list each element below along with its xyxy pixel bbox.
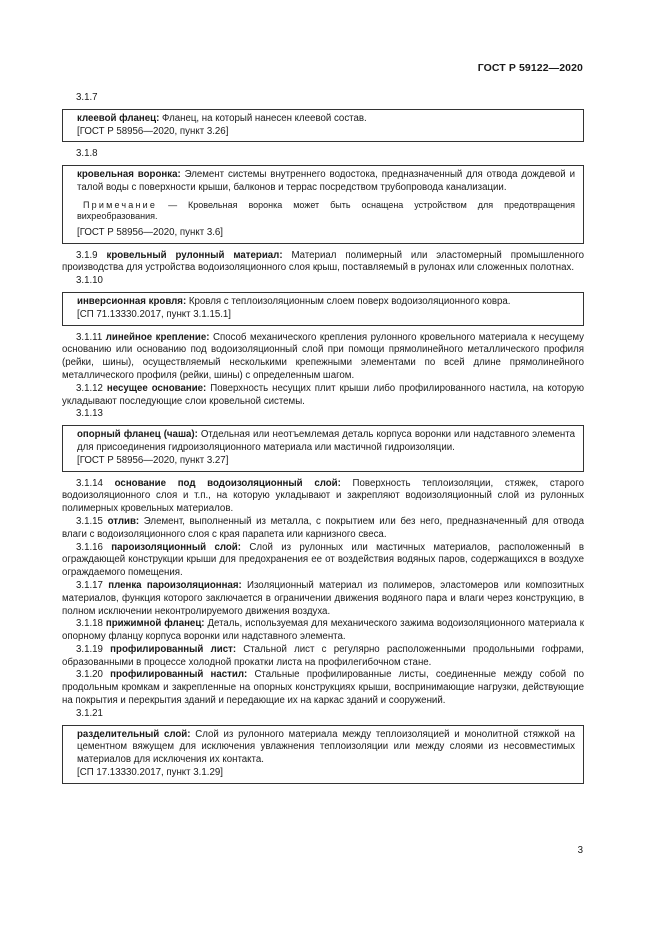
source-reference: [ГОСТ Р 58956—2020, пункт 3.27] — [77, 454, 229, 466]
term: прижимной фланец: — [105, 618, 205, 630]
source-reference: [СП 17.13330.2017, пункт 3.1.29] — [77, 767, 223, 779]
page-number: 3 — [577, 845, 583, 856]
term: инверсионная кровля: — [77, 295, 187, 307]
term: клеевой фланец: — [77, 112, 160, 124]
note-label: Примечание — [83, 199, 158, 210]
term: линейное крепление: — [105, 331, 210, 343]
term: пленка пароизоляционная: — [108, 579, 242, 591]
definition-paragraph — [62, 618, 584, 644]
entry-number: 3.1.14 — [76, 477, 103, 489]
definition-box — [62, 425, 584, 471]
note-text: — Кровельная воронка может быть оснащена устройством для предотвращения вихреобразования. — [77, 199, 575, 222]
definition-flow — [62, 250, 584, 276]
entry-number: 3.1.10 — [76, 275, 103, 287]
definition-text — [77, 429, 575, 455]
term: профилированный настил: — [110, 669, 248, 681]
definition-paragraph — [62, 580, 584, 618]
definition: Деталь, используемая для механического зажима водоизоляционного материала к опорному фланцу корпуса воронки или надставного элемента. — [62, 618, 584, 643]
definition-paragraph — [62, 332, 584, 383]
page-content — [62, 92, 584, 790]
definition-paragraph — [62, 250, 584, 276]
term: разделительный слой: — [77, 728, 191, 740]
source-reference: [СП 71.13330.2017, пункт 3.1.15.1] — [77, 308, 231, 320]
term: основание под водоизоляционный слой: — [114, 477, 341, 489]
term: кровельный рулонный материал: — [106, 249, 283, 261]
source-reference: [ГОСТ Р 58956—2020, пункт 3.6] — [77, 226, 223, 238]
entry-number: 3.1.7 — [76, 92, 98, 103]
definition: Изоляционный материал из полимеров, эластомеров или композитных материалов, функция которого заключается в ограничении движения водяного пара и влаги через конструкцию, в полном исключении неконтролируемого движения воздуха. — [62, 579, 584, 617]
definition-box — [62, 725, 584, 784]
definition-paragraph — [62, 669, 584, 707]
definition: Поверхность несущих плит крыши либо профилированного настила, на которую укладывают последующие слои кровельной системы. — [62, 382, 584, 407]
term: опорный фланец (чаша): — [77, 429, 198, 441]
definition-paragraph — [62, 478, 584, 516]
entry-number: 3.1.9 — [76, 249, 98, 261]
definition: Фланец, на который нанесен клеевой состав. — [159, 112, 367, 124]
definition: Кровля с теплоизоляционным слоем поверх водоизоляционного ковра. — [186, 295, 511, 307]
definition: Элемент системы внутреннего водостока, предназначенный для отвода дождевой и талой воды с поверхности крыши, балконов и террас посредством трубопровода канализации. — [77, 169, 575, 193]
definition-text — [77, 296, 575, 309]
entry-number: 3.1.20 — [76, 669, 103, 681]
definition: Стальной лист с регулярно расположенными продольными гофрами, образованными в процессе холодной прокатки листа на профилегибочном стане. — [62, 643, 584, 668]
entry-number: 3.1.17 — [76, 579, 103, 591]
definition: Слой из рулонного материала между теплоизоляцией и монолитной стяжкой на цементном вяжущем для исключения увлажнения теплоизоляции или между слоями из несовместимых материалов для исключения их контакта. — [77, 728, 575, 766]
definition-text — [77, 729, 575, 767]
definition: Способ механического крепления рулонного кровельного материала к несущему основанию или основанию под водоизоляционный слой при помощи прямолинейного металлического профиля (рейки, шины), осуществляемый несколькими крепежными элементами по всей длине прямолинейного металлического профиля (рейки, шины) с определенным шагом. — [62, 331, 584, 381]
definition-paragraph — [62, 383, 584, 409]
term: отлив: — [107, 515, 140, 527]
term: профилированный лист: — [110, 643, 237, 655]
definition-text — [77, 113, 575, 126]
definition: Стальные профилированные листы, соединенные между собой по продольным кромкам и закрепленные на опорных конструкциях крыши, воспринимающие нагрузки, действующие на покрытия и перекрытия зданий и передающие их на каркас зданий и сооружений. — [62, 669, 584, 707]
entry-number: 3.1.8 — [76, 148, 98, 160]
definition-flow — [62, 478, 584, 708]
entry-number: 3.1.21 — [76, 707, 103, 719]
definition-flow — [62, 332, 584, 409]
term: кровельная воронка: — [77, 169, 181, 181]
entry-number: 3.1.13 — [76, 408, 103, 420]
definition-box — [62, 165, 584, 243]
definition-box — [62, 292, 584, 326]
definition-paragraph — [62, 542, 584, 580]
entry-number: 3.1.19 — [76, 643, 103, 655]
definition: Слой из рулонных или мастичных материалов, расположенный в ограждающей конструкции крыши для предохранения ее от воздействия водяных паров, содержащихся в воздухе ограждаемого помещения. — [62, 541, 584, 579]
term: пароизоляционный слой: — [111, 541, 241, 553]
document-header: ГОСТ Р 59122—2020 — [477, 62, 583, 74]
entry-number: 3.1.11 — [76, 331, 103, 343]
definition: Поверхность теплоизоляции, стяжек, старого водоизоляционного слоя и т.п., на которую укладывают и закрепляют водоизоляционный слой из рулонных полимерных кровельных материалов. — [62, 477, 584, 515]
definition: Материал полимерный или эластомерный промышленного производства для устройства водоизоляционного слоя крыш, поставляемый в рулонах или сложенных полотнах. — [62, 249, 584, 274]
definition-paragraph — [62, 516, 584, 542]
note — [77, 200, 575, 223]
definition: Отдельная или неотъемлемая деталь корпуса воронки или надставного элемента для присоединения гидроизоляционного материала или мастичной гидроизоляции. — [77, 429, 575, 453]
entry-number: 3.1.16 — [76, 541, 103, 553]
definition-paragraph — [62, 644, 584, 670]
definition: Элемент, выполненный из металла, с покрытием или без него, предназначенный для отвода влаги с водоизоляционного слоя с края парапета или карнизного свеса. — [62, 515, 584, 540]
term: несущее основание: — [106, 382, 207, 394]
source-reference: [ГОСТ Р 58956—2020, пункт 3.26] — [77, 125, 229, 137]
entry-number: 3.1.18 — [76, 618, 103, 630]
definition-text — [77, 169, 575, 195]
entry-number: 3.1.15 — [76, 515, 103, 527]
definition-box — [62, 109, 584, 143]
entry-number: 3.1.12 — [76, 382, 103, 394]
